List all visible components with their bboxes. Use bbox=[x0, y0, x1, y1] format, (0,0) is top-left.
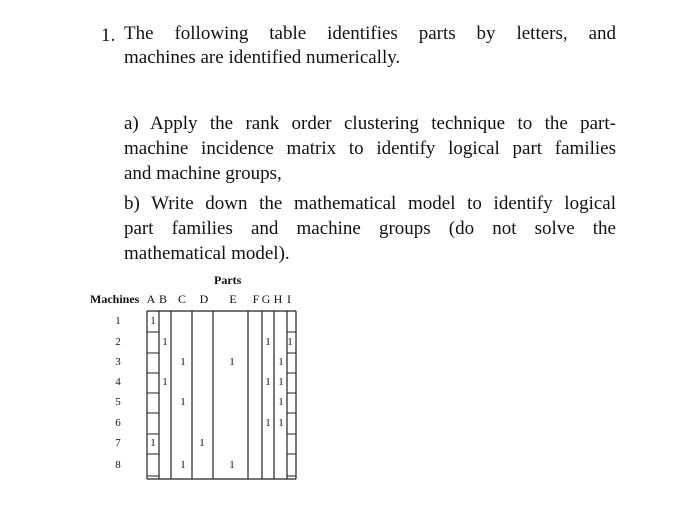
column-label-h: H bbox=[273, 292, 283, 306]
matrix-entry-6-h: 1 bbox=[278, 417, 284, 429]
row-label-3: 3 bbox=[115, 356, 121, 368]
column-label-i: I bbox=[287, 292, 291, 306]
row-label-1: 1 bbox=[115, 315, 121, 327]
row-label-2: 2 bbox=[115, 336, 121, 348]
column-label-f: F bbox=[252, 292, 260, 306]
matrix-entry-8-c: 1 bbox=[180, 459, 186, 471]
column-label-d: D bbox=[199, 292, 209, 306]
subquestion-a-line-2: machine incidence matrix to identify logical part families bbox=[124, 138, 616, 159]
matrix-entry-3-c: 1 bbox=[180, 356, 186, 368]
subquestion-b-line-3: mathematical model). bbox=[124, 243, 290, 264]
matrix-entry-3-e: 1 bbox=[229, 356, 235, 368]
question-text-line-2: machines are identified numerically. bbox=[124, 47, 401, 68]
matrix-entry-5-h: 1 bbox=[278, 396, 284, 408]
matrix-entry-7-d: 1 bbox=[199, 437, 205, 449]
column-label-c: C bbox=[177, 292, 186, 306]
matrix-entry-4-g: 1 bbox=[265, 376, 271, 388]
matrix-entry-8-e: 1 bbox=[229, 459, 235, 471]
subquestion-b-line-2: part families and machine groups (do not solve the bbox=[124, 218, 616, 239]
matrix-entry-7-a: 1 bbox=[150, 437, 156, 449]
column-label-a: A bbox=[146, 292, 156, 306]
matrix-entry-2-b: 1 bbox=[162, 336, 168, 348]
machines-title: Machines bbox=[90, 292, 140, 306]
row-label-5: 5 bbox=[115, 396, 121, 408]
matrix-entry-2-i: 1 bbox=[287, 336, 293, 348]
column-label-e: E bbox=[229, 292, 237, 306]
row-label-6: 6 bbox=[115, 417, 121, 429]
matrix-entry-5-c: 1 bbox=[180, 396, 186, 408]
subquestion-b-line-1: b) Write down the mathematical model to identify logical bbox=[124, 193, 616, 214]
row-label-4: 4 bbox=[115, 376, 121, 388]
question-number: 1. bbox=[101, 25, 116, 46]
parts-title: Parts bbox=[214, 273, 242, 287]
matrix-entry-3-h: 1 bbox=[278, 356, 284, 368]
matrix-entry-2-g: 1 bbox=[265, 336, 271, 348]
subquestion-a-line-3: and machine groups, bbox=[124, 163, 282, 184]
column-label-g: G bbox=[261, 292, 271, 306]
subquestion-a-line-1: a) Apply the rank order clustering technique to the part- bbox=[124, 113, 616, 134]
matrix-entry-1-a: 1 bbox=[150, 315, 156, 327]
column-label-b: B bbox=[158, 292, 167, 306]
row-label-8: 8 bbox=[115, 459, 121, 471]
row-label-7: 7 bbox=[115, 437, 121, 449]
matrix-entry-4-b: 1 bbox=[162, 376, 168, 388]
matrix-entry-6-g: 1 bbox=[265, 417, 271, 429]
question-text-line-1: The following table identifies parts by letters, and bbox=[124, 23, 616, 44]
matrix-entry-4-h: 1 bbox=[278, 376, 284, 388]
